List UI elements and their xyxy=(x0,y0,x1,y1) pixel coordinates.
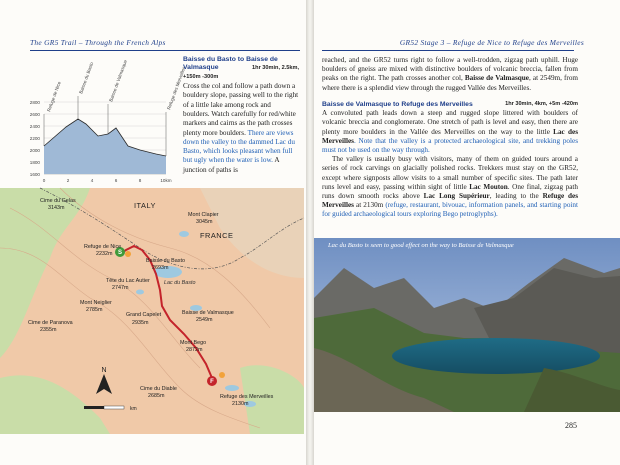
place-name: Baisse de Valmasque xyxy=(464,74,529,83)
map-label-refuge: Refuge de Nice xyxy=(84,244,122,250)
header-rule-right xyxy=(322,50,574,51)
map-label-alt: 2747m xyxy=(112,285,129,291)
map-label-alt: 2872m xyxy=(186,347,203,353)
y-tick: 2200 xyxy=(29,136,40,141)
map-label-col: Baisse du Basto xyxy=(146,258,185,264)
section-title-basto xyxy=(183,56,299,73)
x-tick: 10km xyxy=(160,178,172,183)
map-label-alt: 2935m xyxy=(132,320,149,326)
x-tick: 8 xyxy=(138,178,142,183)
body-text: , leading to the xyxy=(489,192,539,201)
map-label-alt: 2232m xyxy=(96,251,113,257)
body-paragraph xyxy=(322,155,578,219)
running-head-left: The GR5 Trail – Through the French Alps xyxy=(30,38,166,47)
profile-label-basto: Baisse du Basto xyxy=(78,61,95,95)
map-label-alt: 2685m xyxy=(148,393,165,399)
map-label-peak: Mont Bego xyxy=(180,340,207,346)
body-text: A junction of paths is xyxy=(183,156,280,174)
start-marker-label: S xyxy=(117,250,123,257)
section-title-line: Baisse du Basto to Baisse de xyxy=(183,56,278,63)
body-text: . One final, zigzag path runs down smooth rocks above xyxy=(322,182,579,201)
section-title: Baisse de Valmasque to Refuge des Merveilles xyxy=(322,100,473,108)
place-name: Refuge des Merveilles xyxy=(322,192,579,210)
lake-merveilles xyxy=(225,385,239,391)
refuge-icon xyxy=(125,251,131,257)
map-label-alt: 2355m xyxy=(40,327,57,333)
x-tick: 4 xyxy=(90,178,94,183)
lake xyxy=(136,290,144,295)
refuge-icon xyxy=(219,372,225,378)
highlight-text: There are views down the valley to the dammed Lac du Basto, which looks pleasant when full but ugly when the water is low. xyxy=(183,128,295,165)
profile-label-merveilles: Refuge des Merveilles xyxy=(166,65,187,111)
elevation-profile xyxy=(26,59,187,183)
map-label-peak: Cime du Diable xyxy=(140,386,177,392)
body-text: at 2130m xyxy=(356,201,384,210)
section-stats: 1hr 30min, 4km, +5m -420m xyxy=(505,100,578,107)
route-map xyxy=(0,188,304,434)
body-text: , at 2549m, from where there is a splendid view through the rugged Vallée des Merveilles. xyxy=(322,74,579,92)
running-head-right: GR52 Stage 3 – Refuge de Nice to Refuge des Merveilles xyxy=(399,38,584,47)
body-paragraph xyxy=(322,56,578,93)
map-label-alt: 2693m xyxy=(152,265,169,271)
page-number: 285 xyxy=(565,421,577,430)
map-label-peak: Cime du Gelas xyxy=(40,198,76,204)
body-text: reached, and the GR52 turns right to follow a well-trodden, zigzag path uphill. Huge boulders of gneiss are mixed with distinctive boulders of volcanic breccia, fallen from peaks on the right. The path crosses another col, xyxy=(322,56,578,83)
y-tick: 1800 xyxy=(29,160,40,165)
scale-label: km xyxy=(130,406,137,412)
profile-label-valmasque: Baisse de Valmasque xyxy=(108,59,129,103)
map-label-alt: 2130m xyxy=(232,401,249,407)
finish-marker xyxy=(207,376,217,386)
map-label-alt: 3045m xyxy=(196,219,213,225)
right-text-column xyxy=(322,56,578,220)
y-tick: 1600 xyxy=(29,172,40,177)
left-text-column xyxy=(183,56,299,175)
north-arrow-label: N xyxy=(101,367,107,374)
map-label-peak: Tête du Lac Autier xyxy=(106,278,150,284)
body-text: Cross the col and follow a path down a bouldery slope, passing well to the right of a little lake among rock and boulders. Watch carefully for red/white markers and cairns as the path crosses plenty more boulders. xyxy=(183,82,299,137)
section-stats: 1hr 30min, 2.5km, xyxy=(252,65,299,72)
y-tick: 2000 xyxy=(29,148,40,153)
body-text: The valley is usually busy with visitors, many of them on guided tours around a series of rock carvings on glacially polished rocks. Trekkers must stay on the GR52, except where signposts allow visits to a small number of specific sites. The path later runs level and easy, passing within sight of little xyxy=(322,155,578,191)
place-name: Lac Mouton xyxy=(469,182,508,191)
highlight-text: (refuge, restaurant, bivouac, information panels, and starting point for guided archaeological tours exploring Bego petroglyphs). xyxy=(322,201,579,219)
header-rule-left xyxy=(30,50,300,51)
body-paragraph xyxy=(183,82,299,175)
map-label-peak: Grand Capelet xyxy=(126,312,162,318)
map-label-col: Baisse de Valmasque xyxy=(182,310,234,316)
map-label-peak: Mont Neiglier xyxy=(80,300,112,306)
photo-caption: Lac du Basto is seen to good effect on the way to Baisse de Valmasque xyxy=(328,242,514,249)
map-label-alt: 2785m xyxy=(86,307,103,313)
map-label-italy: ITALY xyxy=(134,201,156,210)
x-tick: 6 xyxy=(114,178,118,183)
photo-lake xyxy=(392,338,600,374)
lake-photo xyxy=(314,238,620,412)
map-label-alt: 3143m xyxy=(48,205,65,211)
map-label-peak: Cime de Paranova xyxy=(28,320,73,326)
highlight-text: . Note that the valley is a protected archaeological site, and trekking poles must not be used on the way through. xyxy=(322,136,578,155)
place-name: Lac des Merveilles xyxy=(322,127,578,145)
profile-label-refuge-nice: Refuge de Nice xyxy=(46,80,62,113)
section-heading-merveilles xyxy=(322,100,578,109)
section-stats-climb: +150m -300m xyxy=(183,73,219,80)
map-label-alt: 2549m xyxy=(196,317,213,323)
body-paragraph xyxy=(322,109,578,155)
map-label-peak: Mont Clapier xyxy=(188,212,219,218)
y-tick: 2600 xyxy=(29,112,40,117)
lake xyxy=(179,231,189,237)
profile-fill xyxy=(44,119,166,174)
finish-marker-label: F xyxy=(210,379,214,386)
x-tick: 0 xyxy=(42,178,46,183)
place-name: Lac Long Supérieur xyxy=(423,192,490,201)
y-tick: 2400 xyxy=(29,124,40,129)
y-tick: 2800 xyxy=(29,100,40,105)
x-tick: 2 xyxy=(66,178,70,183)
map-label-lake: Lac du Basto xyxy=(164,280,196,286)
book-gutter xyxy=(306,0,314,465)
map-label-refuge: Refuge des Merveilles xyxy=(220,394,274,400)
map-label-france: FRANCE xyxy=(200,231,234,240)
body-text: A convoluted path leads down a steep and rugged slope littered with boulders of volcanic breccia and conglomerate. One stretch of path is level and easy, then there are plenty more boulders in the Vallée des Merveilles on the way to the little xyxy=(322,109,578,136)
section-title-line: Valmasque xyxy=(183,64,219,72)
